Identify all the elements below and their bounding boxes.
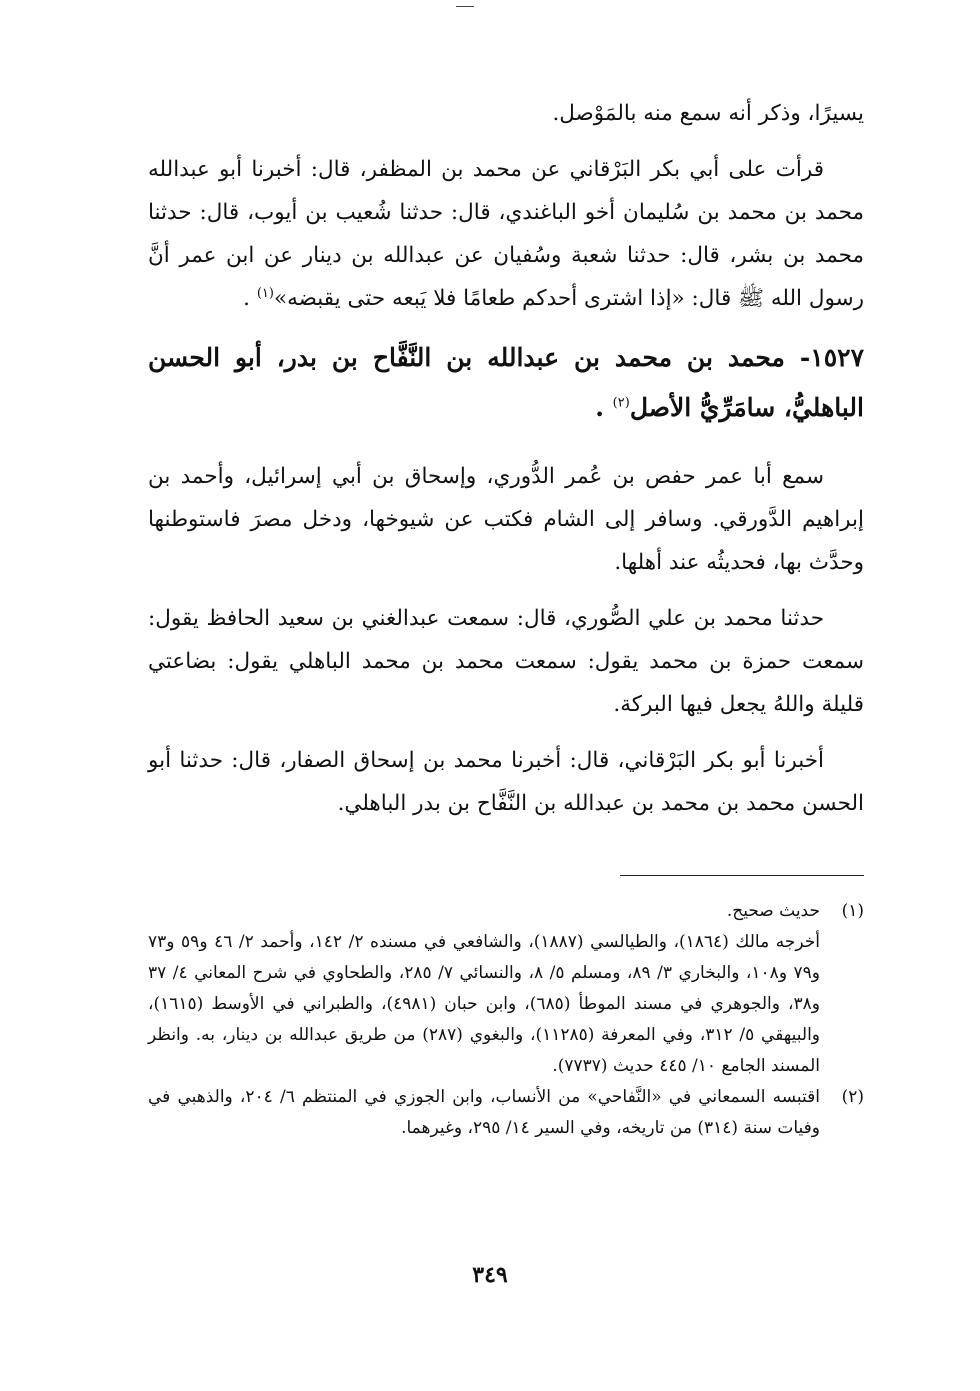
footnote-separator	[620, 875, 864, 876]
paragraph-hadith	[148, 148, 864, 320]
footnote-line: اقتبسه السمعاني في «النَّفاحي» من الأنساب، وابن الجوزي في المنتظم ٦/ ٢٠٤، والذهبي في وفيات سنة (٣١٤) من تاريخه، وفي السير ١٤/ ٢٩٥، وغيرهما.	[148, 1087, 820, 1138]
footnote-line: أخرجه مالك (١٨٦٤)، والطيالسي (١٨٨٧)، والشافعي في مسنده ٢/ ١٤٢، وأحمد ٢/ ٤٦ و٥٩ و٧٣ و٧٩ و١٠٨، والبخاري ٣/ ٨٩، ومسلم ٥/ ٨، والنسائي ٧/ ٢٨٥، والطحاوي في شرح المعاني ٤/ ٣٧ و٣٨، والجوهري في مسند الموطأ (٦٨٥)، وابن حبان (٤٩٨١)، والطبراني في الأوسط (١٦١٥)، والبيهقي ٥/ ٣١٢، وفي المعرفة (١١٢٨٥)، والبغوي (٢٨٧) من طريق عبدالله بن دينار، به. وانظر المسند الجامع ١٠/ ٤٤٥ حديث (٧٧٣٧).	[148, 932, 821, 1076]
paragraph-narration-1	[148, 597, 864, 726]
top-crop-mark	[456, 6, 474, 7]
page-body	[148, 92, 864, 838]
footnotes	[148, 896, 864, 1144]
footnote-2	[148, 1082, 864, 1144]
biography-entry-heading	[148, 333, 864, 433]
paragraph-text: حدثنا محمد بن علي الصُّوري، قال: سمعت عبدالغني بن سعيد الحافظ يقول: سمعت حمزة بن محمد يقول: سمعت محمد بن محمد الباهلي يقول: بضاعتي قليلة واللهُ يجعل فيها البركة.	[148, 606, 864, 717]
footnote-ref-2[interactable]: (٢)	[612, 395, 630, 411]
paragraph-text: سمع أبا عمر حفص بن عُمر الدُّوري، وإسحاق بن أبي إسرائيل، وأحمد بن إبراهيم الدَّورقي. وسافر إلى الشام فكتب عن شيوخها، ودخل مصرَ فاستوطنها وحدَّث بها، فحديثُه عند أهلها.	[148, 464, 864, 575]
footnote-1	[148, 896, 864, 1082]
paragraph-text: أخبرنا أبو بكر البَرْقاني، قال: أخبرنا محمد بن إسحاق الصفار، قال: حدثنا أبو الحسن محمد بن محمد بن عبدالله بن النَّفَّاح بن بدر الباهلي.	[148, 748, 864, 816]
paragraph-text: قرأت على أبي بكر البَرْقاني عن محمد بن المظفر، قال: أخبرنا أبو عبدالله محمد بن محمد بن سُليمان أخو الباغندي، قال: حدثنا شُعيب بن أيوب، قال: حدثنا محمد بن بشر، قال: حدثنا شعبة وسُفيان عن عبدالله بن دينار عن ابن عمر أنَّ رسول الله ﷺ قال: «إذا اشترى أحدكم طعامًا فلا يَبعه حتى يقبضه»	[148, 157, 864, 311]
paragraph-end: .	[243, 286, 257, 311]
page-number: ٣٤٩	[472, 1262, 508, 1288]
entry-title: ١٥٢٧- محمد بن محمد بن عبدالله بن النَّفَّاح بن بدر، أبو الحسن الباهليُّ، سامَرِّيُّ الأصل	[148, 343, 864, 422]
footnote-line: حديث صحيح.	[726, 901, 820, 921]
paragraph-teachers	[148, 455, 864, 584]
entry-end: .	[595, 393, 613, 422]
footnote-number: (١)	[841, 901, 864, 921]
paragraph-text: يسيرًا، وذكر أنه سمع منه بالمَوْصل.	[552, 101, 864, 126]
paragraph-continuation	[148, 92, 864, 135]
paragraph-narration-2	[148, 739, 864, 825]
footnote-ref-1[interactable]: (١)	[256, 285, 274, 301]
footnote-number: (٢)	[841, 1087, 864, 1107]
